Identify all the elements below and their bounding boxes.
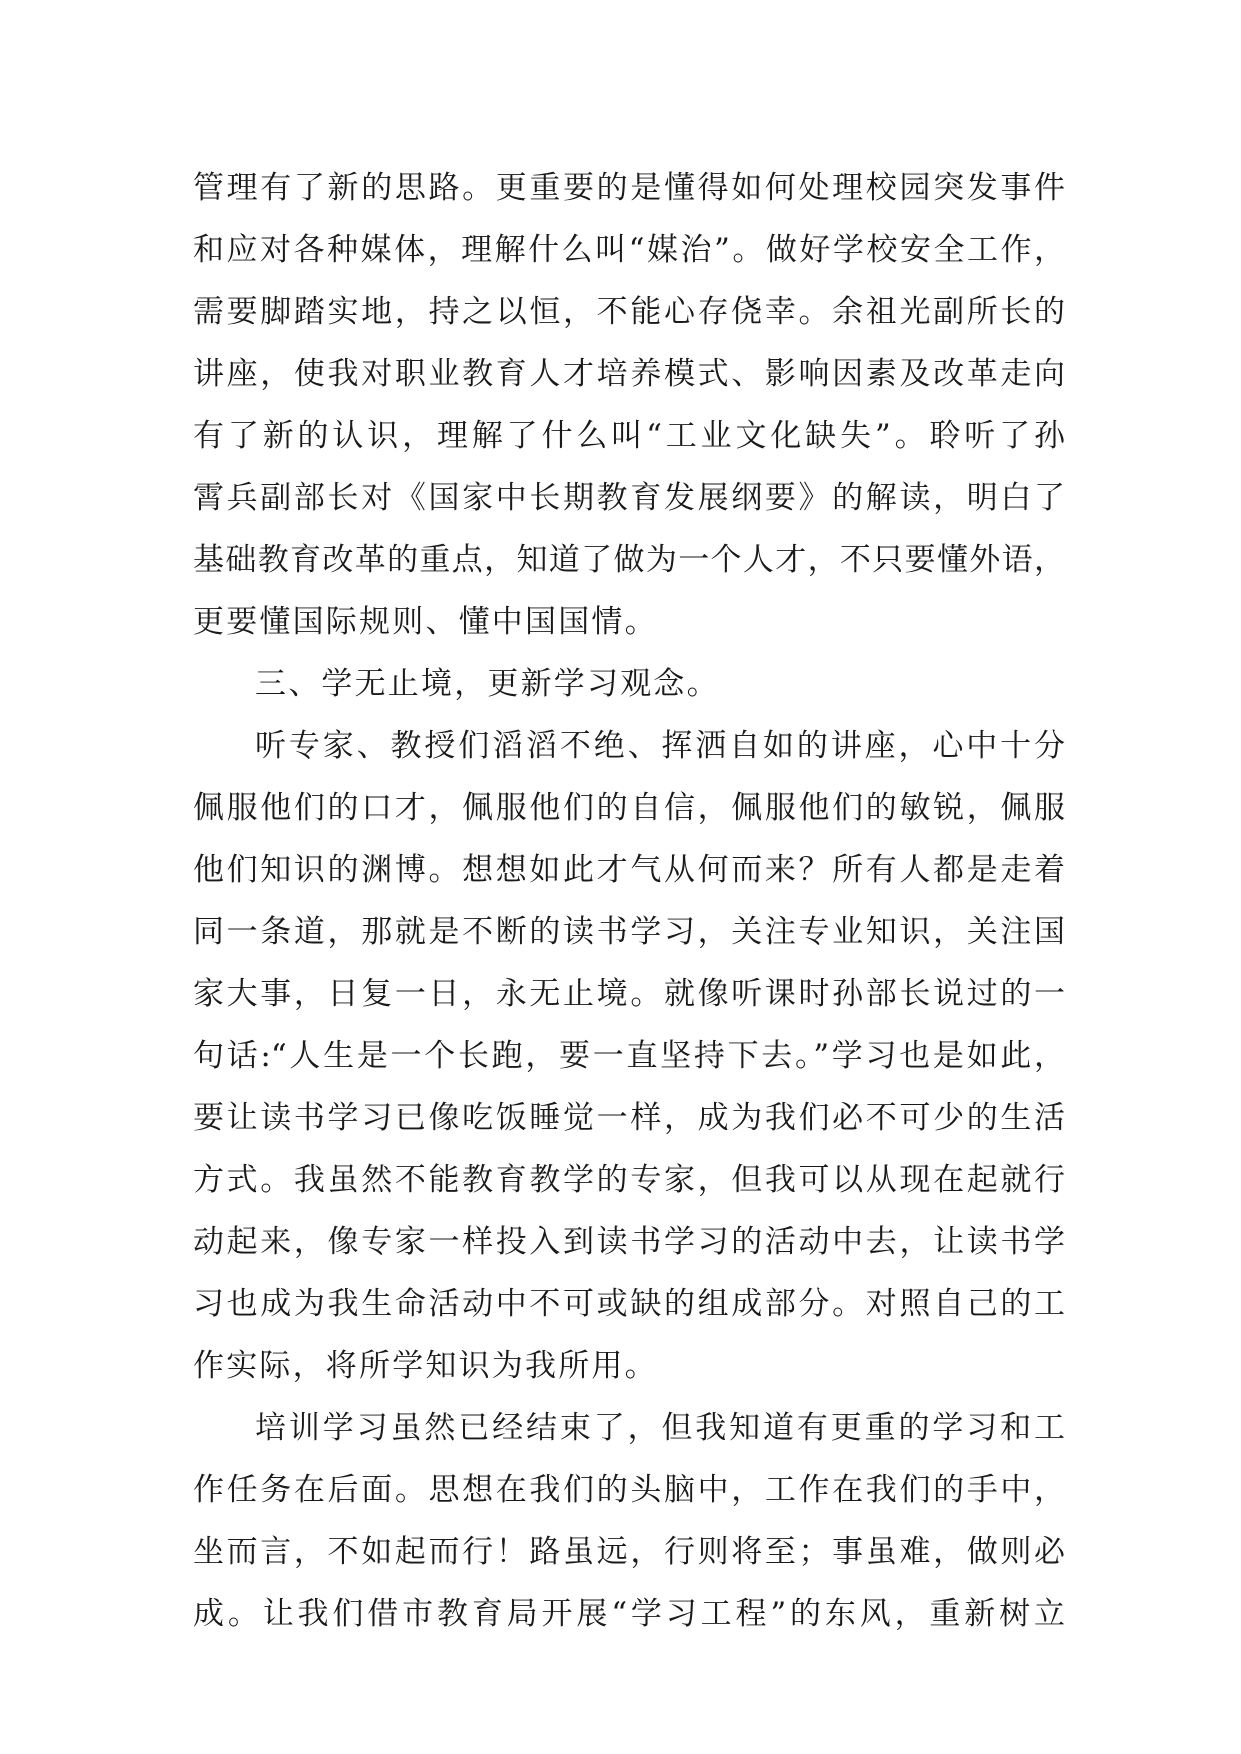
text-line: 作任务在后面。思想在我们的头脑中，工作在我们的手中， bbox=[193, 1472, 1065, 1508]
text-line: 习也成为我生命活动中不可或缺的组成部分。对照自己的工 bbox=[193, 1286, 1065, 1322]
text-line: 动起来，像专家一样投入到读书学习的活动中去，让读书学 bbox=[193, 1224, 1065, 1260]
text-line: 佩服他们的口才，佩服他们的自信，佩服他们的敏锐，佩服 bbox=[193, 790, 1065, 826]
text-line: 坐而言，不如起而行！路虽远，行则将至；事虽难，做则必 bbox=[193, 1534, 1065, 1570]
text-line: 有了新的认识，理解了什么叫“工业文化缺失”。聆听了孙 bbox=[193, 418, 1065, 454]
text-line: 方式。我虽然不能教育教学的专家，但我可以从现在起就行 bbox=[193, 1162, 1065, 1198]
text-line: 霄兵副部长对《国家中长期教育发展纲要》的解读，明白了 bbox=[193, 480, 1065, 516]
text-line: 和应对各种媒体，理解什么叫“媒治”。做好学校安全工作， bbox=[193, 232, 1065, 268]
text-line: 听专家、教授们滔滔不绝、挥洒自如的讲座，心中十分 bbox=[255, 728, 1065, 764]
text-line: 同一条道，那就是不断的读书学习，关注专业知识，关注国 bbox=[193, 914, 1065, 950]
text-line: 培训学习虽然已经结束了，但我知道有更重的学习和工 bbox=[255, 1410, 1065, 1446]
text-line: 更要懂国际规则、懂中国国情。 bbox=[193, 604, 658, 640]
text-line: 三、学无止境，更新学习观念。 bbox=[255, 666, 720, 702]
document-body bbox=[193, 157, 1065, 1645]
text-line: 家大事，日复一日，永无止境。就像听课时孙部长说过的一 bbox=[193, 976, 1065, 1012]
text-line: 讲座，使我对职业教育人才培养模式、影响因素及改革走向 bbox=[193, 356, 1065, 392]
text-line: 需要脚踏实地，持之以恒，不能心存侥幸。余祖光副所长的 bbox=[193, 294, 1065, 330]
text-line: 作实际，将所学知识为我所用。 bbox=[193, 1348, 658, 1384]
text-line: 成。让我们借市教育局开展“学习工程”的东风，重新树立 bbox=[193, 1596, 1065, 1632]
text-line: 基础教育改革的重点，知道了做为一个人才，不只要懂外语， bbox=[193, 542, 1065, 578]
text-line: 句话:“人生是一个长跑，要一直坚持下去。”学习也是如此， bbox=[193, 1038, 1065, 1074]
text-line: 管理有了新的思路。更重要的是懂得如何处理校园突发事件 bbox=[193, 170, 1065, 206]
text-line: 他们知识的渊博。想想如此才气从何而来？所有人都是走着 bbox=[193, 852, 1065, 888]
text-line: 要让读书学习已像吃饭睡觉一样，成为我们必不可少的生活 bbox=[193, 1100, 1065, 1136]
